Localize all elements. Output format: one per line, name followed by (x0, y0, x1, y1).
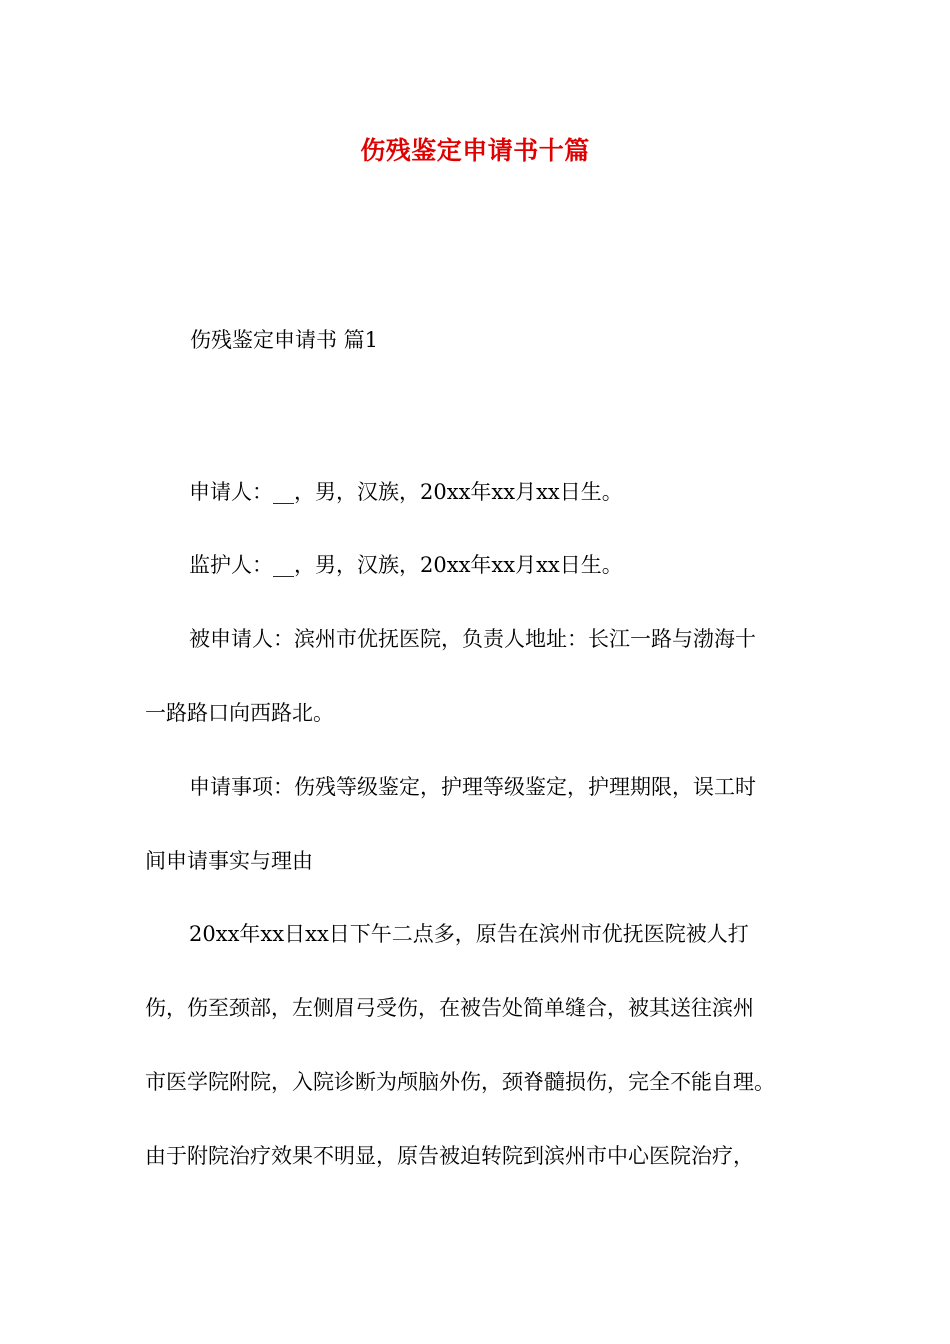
paragraph-line: 被申请人：滨州市优抚医院，负责人地址：长江一路与渤海十 (189, 627, 756, 651)
paragraph-respondent (145, 602, 845, 750)
paragraph-line: 间申请事实与理由 (145, 849, 313, 873)
paragraph-line: 监护人：__，男，汉族，20xx年xx月xx日生。 (189, 553, 623, 577)
paragraph-line: 伤，伤至颈部，左侧眉弓受伤，在被告处简单缝合，被其送往滨州 (145, 996, 754, 1020)
document-title: 伤残鉴定申请书十篇 (360, 136, 590, 165)
section-heading: 伤残鉴定申请书 篇1 (190, 328, 379, 352)
paragraph-line: 20xx年xx日xx日下午二点多，原告在滨州市优抚医院被人打 (189, 922, 749, 946)
paragraph-line: 申请人：__，男，汉族，20xx年xx月xx日生。 (189, 480, 623, 504)
paragraph-request-items (145, 750, 845, 898)
paragraph-facts (145, 897, 845, 1193)
paragraph-line: 一路路口向西路北。 (145, 701, 334, 725)
paragraph-applicant (145, 455, 845, 529)
paragraph-line: 市医学院附院，入院诊断为颅脑外伤，颈脊髓损伤，完全不能自理。 (145, 1070, 775, 1094)
paragraph-line: 申请事项：伤残等级鉴定，护理等级鉴定，护理期限，误工时 (189, 775, 756, 799)
paragraph-guardian (145, 528, 845, 602)
paragraph-line: 由于附院治疗效果不明显，原告被迫转院到滨州市中心医院治疗， (145, 1144, 754, 1168)
